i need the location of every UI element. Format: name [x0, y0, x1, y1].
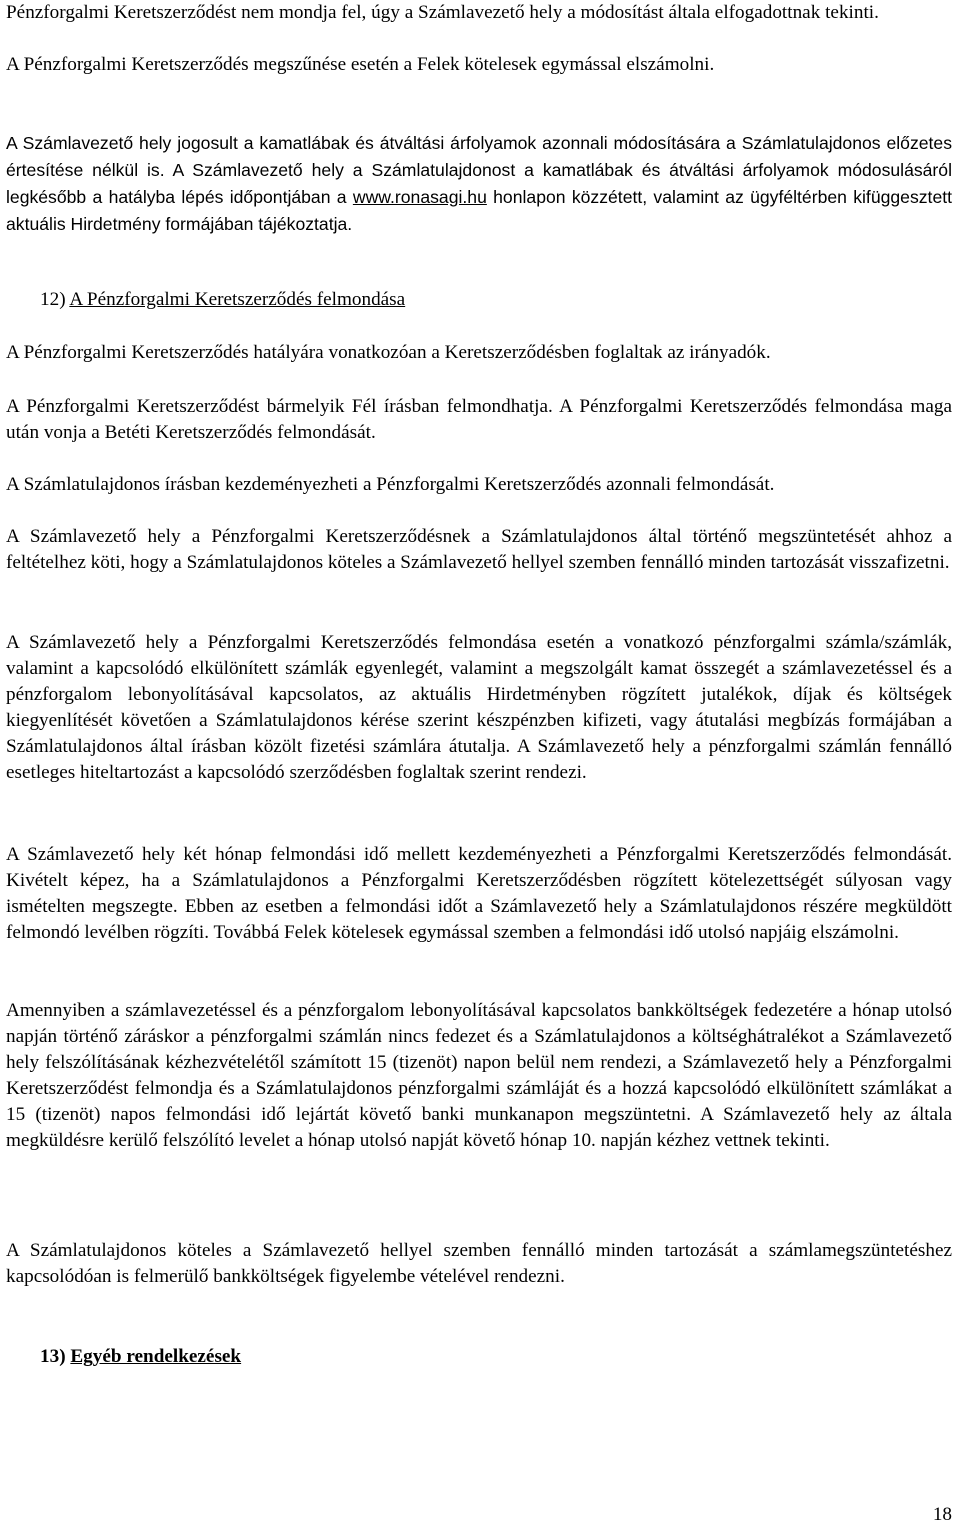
section-number: 13) [40, 1346, 66, 1367]
section-heading-13 [40, 1344, 241, 1370]
paragraph-balance-payout [6, 630, 952, 786]
paragraph-text: Pénzforgalmi Keretszerződést nem mondja fel, úgy a Számlavezető hely a módosítást általa elfogadottnak tekinti. [6, 2, 879, 23]
paragraph-text: A Számlavezető hely a Pénzforgalmi Keretszerződésnek a Számlatulajdonos által történő megszüntetését ahhoz a feltételhez köti, hogy a Számlatulajdonos köteles a Számlavezető hellyel szemben fennálló minden tartozását visszafizetni. [6, 526, 952, 573]
section-title: Egyéb rendelkezések [70, 1346, 242, 1367]
paragraph-immediate-termination [6, 472, 952, 498]
paragraph-text: A Pénzforgalmi Keretszerződést bármelyik Fél írásban felmondhatja. A Pénzforgalmi Keretszerződés felmondása maga után vonja a Betéti Keretszerződés felmondását. [6, 396, 952, 443]
paragraph-text: A Pénzforgalmi Keretszerződés megszűnése esetén a Felek kötelesek egymással elszámolni. [6, 54, 715, 75]
paragraph-text: A Számlavezető hely két hónap felmondási idő mellett kezdeményezheti a Pénzforgalmi Keretszerződés felmondását. Kivételt képez, ha a Számlatulajdonos a Pénzforgalmi Keretszerződésben rögzített kötelezettségét súlyosan vagy ismételten megszegte. Ebben az esetben a felmondási időt a Számlavezető hely a Számlatulajdonos részére megküldött felmondó levélben rögzíti. Továbbá Felek kötelesek egymással szemben a felmondási idő utolsó napjáig elszámolni. [6, 844, 952, 943]
paragraph-text-sans: honlapon közzétett, valamint az ügyféltérben kifüggesztett aktuális Hirdetmény formájában tájékoztatja. [6, 187, 952, 234]
paragraph-notice-period [6, 842, 952, 946]
paragraph-text-sans: A Számlavezető hely a Számlatulajdonost a kamatlábak és átváltási árfolyamok módosulásáról legkésőbb a hatályba lépés időpontjában a [6, 160, 952, 207]
section-heading-12 [40, 287, 405, 313]
section-number: 12) [40, 289, 66, 310]
paragraph-interest-rates [6, 130, 952, 238]
paragraph-modification-acceptance [6, 0, 952, 26]
paragraph-debt-settlement [6, 1238, 952, 1290]
paragraph-validity [6, 340, 952, 366]
paragraph-text-sans: A Számlavezető hely jogosult a kamatlábak és átváltási árfolyamok azonnali módosítására a Számlatulajdonos előzetes értesítése nélkül is. [6, 133, 952, 180]
website-link[interactable]: www.ronasagi.hu [352, 187, 487, 207]
paragraph-text: A Számlatulajdonos köteles a Számlavezető hellyel szemben fennálló minden tartozását a számlamegszüntetéshez kapcsolódóan is felmerülő bankköltségek figyelembe vételével rendezni. [6, 1240, 952, 1287]
page-number: 18 [932, 1504, 952, 1525]
paragraph-text: A Pénzforgalmi Keretszerződés hatályára vonatkozóan a Keretszerződésben foglaltak az irányadók. [6, 342, 771, 363]
paragraph-unpaid-costs [6, 998, 952, 1154]
paragraph-termination-condition [6, 524, 952, 576]
section-title: A Pénzforgalmi Keretszerződés felmondása [69, 289, 406, 310]
paragraph-termination-by-party [6, 394, 952, 446]
paragraph-text: A Számlavezető hely a Pénzforgalmi Keretszerződés felmondása esetén a vonatkozó pénzforgalmi számla/számlák, valamint a kapcsolódó elkülönített számlák egyenlegét, valamint a megszolgált kamat összegét a számlavezetéssel és a pénzforgalom lebonyolításával kapcsolatos, az aktuális Hirdetményben rögzített jutalékok, díjak és költségek kiegyenlítését követően a Számlatulajdonos kérése szerint készpénzben kifizeti, vagy átutalási megbízás formájában a Számlatulajdonos által írásban közölt fizetési számlára átutalja. A Számlavezető hely a pénzforgalmi számlán fennálló esetleges hiteltartozást a kapcsolódó szerződésben foglaltak szerint rendezi. [6, 632, 952, 783]
paragraph-termination-settlement [6, 52, 952, 78]
paragraph-text: Amennyiben a számlavezetéssel és a pénzforgalom lebonyolításával kapcsolatos bankköltségek fedezetére a hónap utolsó napján történő záráskor a pénzforgalmi számlán nincs fedezet és a Számlatulajdonos a költséghátralékot a Számlavezető hely felszólításának kézhezvételétől számított 15 (tizenöt) napon belül nem rendezi, a Számlavezető hely a Pénzforgalmi Keretszerződést felmondja és a Számlatulajdonos pénzforgalmi számláját és a hozzá kapcsolódó elkülönített számlákat a 15 (tizenöt) napos felmondási idő lejártát követő banki munkanapon megszüntetni. A Számlavezető hely az általa megküldésre kerülő felszólító levelet a hónap utolsó napját követő hónap 10. napján kézhez vettnek tekinti. [6, 1000, 952, 1151]
paragraph-text: A Számlatulajdonos írásban kezdeményezheti a Pénzforgalmi Keretszerződés azonnali felmondását. [6, 474, 775, 495]
